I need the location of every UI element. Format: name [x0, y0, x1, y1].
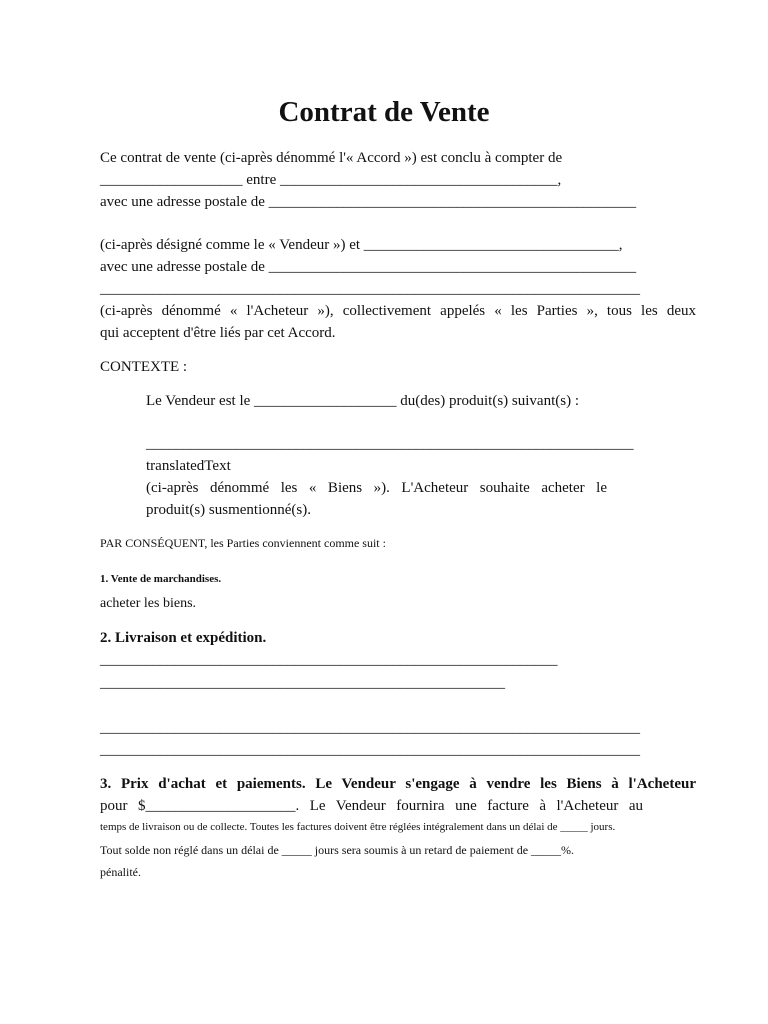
context-heading: CONTEXTE :: [100, 359, 188, 375]
therefore-clause: PAR CONSÉQUENT, les Parties conviennent comme suit :: [100, 536, 386, 550]
context-line-3: translatedText: [146, 458, 231, 474]
intro-line-2: ___________________ entre _____________________________________,: [100, 172, 562, 188]
section-1-text: acheter les biens.: [100, 596, 197, 611]
context-line-1: Le Vendeur est le ___________________ du(des) produit(s) suivant(s) :: [146, 393, 579, 409]
section-3-line-2: pour $____________________. Le Vendeur fournira une facture à l'Acheteur au: [100, 798, 643, 814]
section-3-line-4: Tout solde non réglé dans un délai de _____ jours sera soumis à un retard de paiement de _____%.: [100, 843, 575, 857]
section-3-heading: 3. Prix d'achat et paiements. Le Vendeur s'engage à vendre les Biens à l'Acheteur: [100, 776, 696, 792]
seller-line-2: avec une adresse postale de _________________________________________________: [100, 259, 637, 275]
intro-line-3: avec une adresse postale de _________________________________________________: [100, 194, 637, 210]
seller-line-1: (ci-après désigné comme le « Vendeur ») et __________________________________,: [100, 237, 623, 253]
section-2-line-3: ________________________________________________________________________: [100, 720, 640, 736]
section-3-line-3: temps de livraison ou de collecte. Toutes les factures doivent être réglées intégralement dans un délai de _____ jours.: [100, 821, 616, 833]
buyer-line-2: qui acceptent d'être liés par cet Accord.: [100, 325, 336, 341]
section-2-line-1: _____________________________________________________________: [100, 652, 558, 668]
document-title: Contrat de Vente: [278, 96, 490, 128]
context-line-5: produit(s) susmentionné(s).: [146, 502, 311, 518]
context-line-2: _________________________________________________________________: [146, 436, 634, 452]
buyer-line-1: (ci-après dénommé « l'Acheteur »), collectivement appelés « les Parties », tous les deux: [100, 303, 696, 319]
section-2-line-2: ______________________________________________________: [100, 675, 505, 691]
intro-line-1: Ce contrat de vente (ci-après dénommé l'« Accord ») est conclu à compter de: [100, 150, 563, 166]
section-3-line-5: pénalité.: [100, 865, 141, 879]
context-line-4: (ci-après dénommé les « Biens »). L'Acheteur souhaite acheter le: [146, 480, 607, 496]
section-2-line-4: ________________________________________________________________________: [100, 742, 640, 758]
section-2-heading: 2. Livraison et expédition.: [100, 630, 267, 646]
section-1-heading: 1. Vente de marchandises.: [100, 573, 222, 585]
seller-line-3: ________________________________________________________________________: [100, 281, 640, 297]
